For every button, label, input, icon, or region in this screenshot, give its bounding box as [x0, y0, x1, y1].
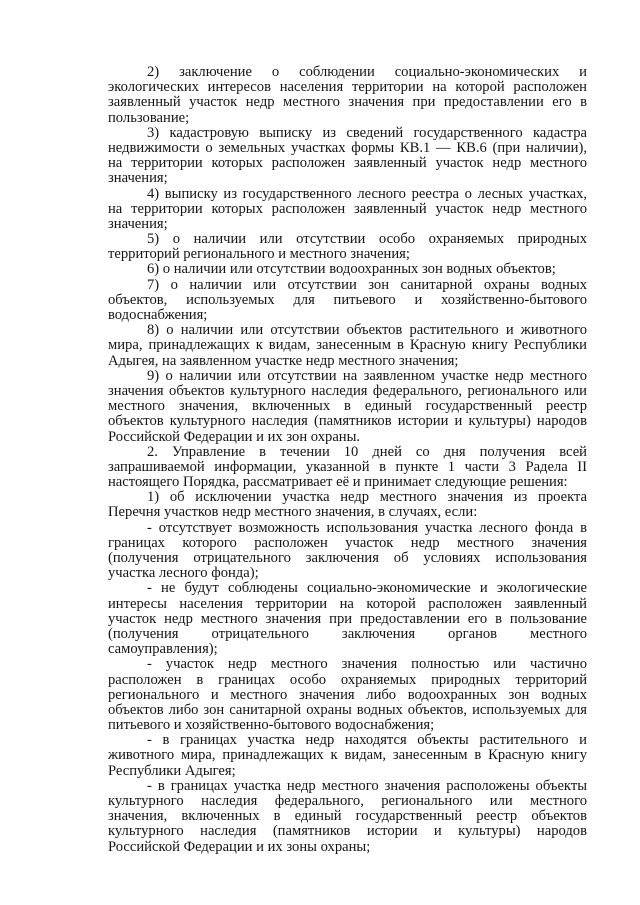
text-line: культурного наследия федерального, регионального или местного [108, 793, 587, 809]
paragraph [108, 445, 587, 491]
text-line: заявленный участок недр местного значения при предоставлении его в [108, 94, 587, 111]
text-line: местного значения, включенных в единый государственный реестр [108, 398, 587, 415]
text-line: (получения отрицательного заключения органов местного [108, 625, 587, 642]
text-line: 4) выписку из государственного лесного реестра о лесных участках, [147, 185, 587, 202]
text-line: 3) кадастровую выписку из сведений государственного кадастра [147, 124, 587, 141]
text-line: 7) о наличии или отсутствии зон санитарной охраны водных [147, 276, 587, 293]
text-line: пользование; [108, 109, 190, 126]
text-line: на территории которых расположен заявленный участок недр местного [108, 200, 587, 217]
paragraph [108, 262, 587, 277]
text-line: на территории которых расположен заявленный участок недр местного [108, 155, 587, 172]
text-line: - в границах участка недр местного значения расположены объекты [147, 777, 587, 794]
text-line: 5) о наличии или отсутствии особо охраняемых природных [147, 231, 587, 248]
text-line: объектов культурного наследия (памятников истории и культуры) народов [108, 413, 587, 430]
paragraph [108, 733, 587, 779]
text-line: 1) об исключении участка недр местного значения из проекта [147, 489, 587, 506]
text-line: Российской Федерации и их зон охраны. [108, 428, 361, 445]
document-text [108, 65, 587, 855]
text-line: значения; [108, 170, 168, 187]
text-line: настоящего Порядка, рассматривает её и принимает следующие решения: [108, 474, 568, 491]
paragraph [108, 278, 587, 324]
text-line: границах которого расположен участок недр местного значения [108, 534, 587, 551]
text-line: интересы населения территории на которой расположен заявленный [108, 595, 587, 612]
text-line: объектов, используемых для питьевого и хозяйственно-бытового [108, 291, 587, 308]
text-line: животного мира, принадлежащих к видам, занесенным в Красную книгу [108, 747, 587, 764]
text-line: - не будут соблюдены социально-экономические и экологические [147, 580, 587, 597]
text-line: экологических интересов населения территории на которой расположен [108, 79, 587, 96]
text-line: 2) заключение о соблюдении социально-экономических и [147, 64, 587, 80]
paragraph [108, 126, 587, 187]
text-line: расположен в границах особо охраняемых природных территорий [108, 671, 587, 688]
text-line: запрашиваемой информации, указанной в пункте 1 части 3 Радела II [108, 458, 587, 475]
paragraph [108, 581, 587, 657]
text-line: Перечня участков недр местного значения, в случаях, если: [108, 504, 478, 521]
paragraph [108, 323, 587, 369]
text-line: значения, включенных в единый государственный реестр объектов [108, 808, 587, 825]
text-line: культурного наследия (памятников истории и культуры) народов [108, 823, 587, 840]
text-line: значения объектов культурного наследия федерального, регионального или [108, 382, 587, 399]
paragraph [108, 369, 587, 445]
text-line: водоснабжения; [108, 307, 208, 323]
text-line: 9) о наличии или отсутствии на заявленном участке недр местного [147, 367, 587, 384]
text-line: - отсутствует возможность использования участка лесного фонда в [147, 519, 587, 536]
text-line: регионального и местного значения либо водоохранных зон водных [108, 686, 587, 703]
text-line: участка лесного фонда); [108, 565, 259, 582]
text-line: Республики Адыгея; [108, 762, 236, 779]
text-line: - участок недр местного значения полностью или частично [147, 656, 587, 673]
text-line: самоуправления); [108, 641, 218, 658]
paragraph [108, 657, 587, 733]
text-line: участок недр местного значения при предоставлении его в пользование [108, 610, 587, 627]
text-line: территорий регионального и местного значения; [108, 246, 410, 263]
text-line: питьевого и хозяйственно-бытового водоснабжения; [108, 717, 435, 734]
paragraph [108, 65, 587, 126]
text-line: 6) о наличии или отсутствии водоохранных зон водных объектов; [147, 261, 556, 278]
paragraph [108, 187, 587, 233]
text-line: (получения отрицательного заключения об условиях использования [108, 550, 587, 566]
text-line: Российской Федерации и их зоны охраны; [108, 838, 371, 855]
paragraph [108, 521, 587, 582]
text-line: мира, принадлежащих к видам, занесенным в Красную книгу Республики [108, 337, 587, 354]
text-line: 2. Управление в течении 10 дней со дня получения всей [147, 443, 587, 460]
text-line: - в границах участка недр находятся объекты растительного и [147, 732, 587, 749]
text-line: недвижимости о земельных участках формы КВ.1 — КВ.6 (при наличии), [108, 139, 587, 156]
paragraph [108, 779, 587, 855]
paragraph [108, 232, 587, 262]
text-line: объектов либо зон санитарной охраны водных объектов, используемых для [108, 701, 587, 718]
text-line: Адыгея, на заявленном участке недр местного значения; [108, 352, 459, 369]
text-line: 8) о наличии или отсутствии объектов растительного и животного [147, 322, 587, 339]
paragraph [108, 490, 587, 520]
text-line: значения; [108, 215, 168, 232]
